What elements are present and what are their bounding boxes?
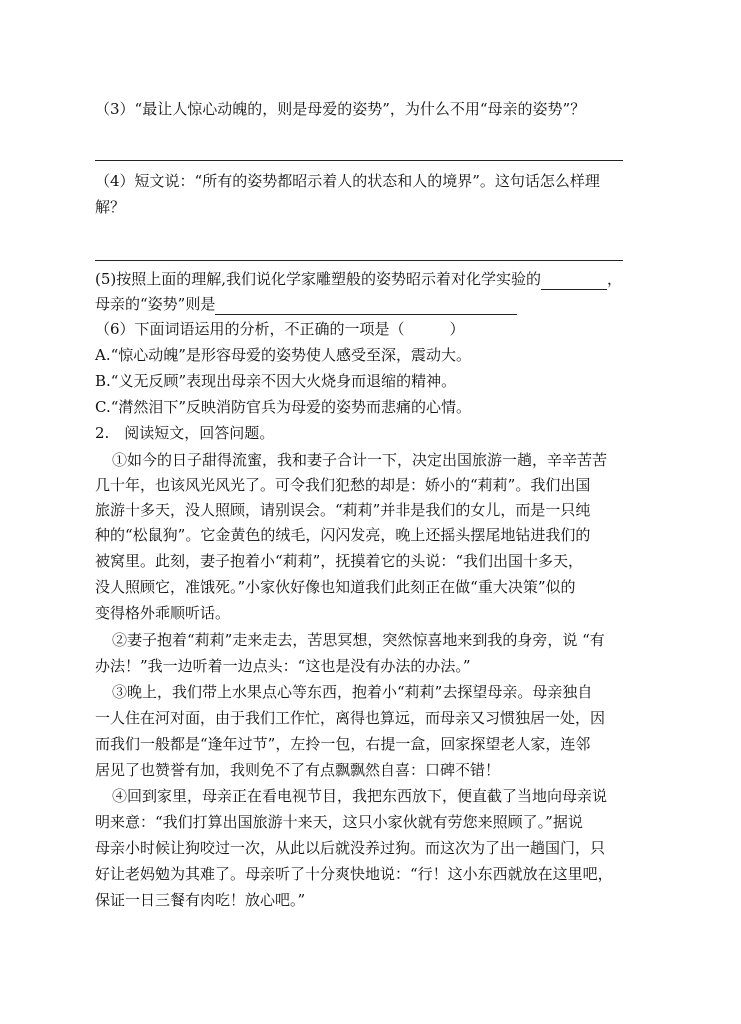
passage-line: 一人住在河对面，由于我们工作忙，离得也算远，而母亲又习惯独居一处，因 [95, 709, 606, 727]
passage-line: 种的“松鼠狗”。它金黄色的绒毛，闪闪发亮，晚上还摇头摆尾地钻进我们的 [95, 526, 591, 544]
passage-line: 保证一日三餐有肉吃！放心吧。” [95, 891, 306, 909]
passage-line: 而我们一般都是“逢年过节”，左拎一包，右提一盒，回家探望老人家，连邻 [95, 735, 591, 753]
question-5-text-2: 母亲的“姿势”则是 [95, 295, 216, 313]
option-b: B.“义无反顾”表现出母亲不因大火烧身而退缩的精神。 [95, 372, 457, 390]
question-4-line-2: 解？ [95, 198, 126, 216]
question-5-line-1 [95, 268, 622, 290]
option-a: A.“惊心动魄”是形容母爱的姿势使人感受至深，震动大。 [95, 346, 471, 364]
question-5-text-1: (5)按照上面的理解,我们说化学家雕塑般的姿势昭示着对化学实验的 [95, 270, 542, 288]
passage-line: 居见了也赞誉有加，我则免不了有点飘飘然自喜：口碑不错！ [95, 761, 501, 779]
option-c: C.“潸然泪下”反映消防官兵为母爱的姿势而悲痛的心情。 [95, 398, 472, 416]
passage-line: ②妻子抱着“莉莉”走来走去，苦思冥想，突然惊喜地来到我的身旁，说 “有 [112, 631, 605, 649]
passage-line: 办法！”我一边听着一边点头：“这也是没有办法的办法。” [95, 657, 471, 675]
answer-blank-5a[interactable] [541, 273, 607, 290]
passage-line: ④回到家里，母亲正在看电视节目，我把东西放下，便直截了当地向母亲说 [112, 787, 608, 805]
question-3: （3）“最让人惊心动魄的，则是母爱的姿势”，为什么不用“母亲的姿势”？ [95, 100, 586, 118]
passage-line: 明来意：“我们打算出国旅游十来天，这只小家伙就有劳您来照顾了。”据说 [95, 813, 583, 831]
passage-line: 母亲小时候让狗咬过一次，从此以后就没养过狗。而这次为了出一趟国门，只 [95, 839, 606, 857]
answer-line-3 [95, 160, 623, 161]
passage-line: ①如今的日子甜得流蜜，我和妻子合计一下，决定出国旅游一趟，辛辛苦苦 [112, 451, 608, 469]
section-2-heading: 2. 阅读短文，回答问题。 [95, 424, 275, 442]
passage-line: 变得格外乖顺听话。 [95, 604, 231, 622]
passage-line: 被窝里。此刻，妻子抱着小“莉莉”，抚摸着它的头说：“我们出国十多天， [95, 552, 584, 570]
passage-line: 旅游十多天，没人照顾，请别误会。“莉莉”并非是我们的女儿，而是一只纯 [95, 501, 591, 519]
answer-blank-5b[interactable] [215, 298, 517, 315]
answer-line-4 [95, 260, 623, 261]
question-6: （6）下面词语运用的分析，不正确的一项是（ ） [95, 320, 465, 338]
passage-line: ③晚上，我们带上水果点心等东西，抱着小“莉莉”去探望母亲。母亲独自 [112, 683, 593, 701]
passage-line: 没人照顾它，准饿死。”小家伙好像也知道我们此刻正在做“重大决策”似的 [95, 578, 576, 596]
passage-line: 几十年，也该风光风光了。可令我们犯愁的却是：娇小的“莉莉”。我们出国 [95, 476, 591, 494]
passage-line: 好让老妈勉为其难了。母亲听了十分爽快地说：“行！这小东西就放在这里吧， [95, 865, 613, 883]
question-4-line-1: （4）短文说：“所有的姿势都昭示着人的状态和人的境界”。这句话怎么样理 [95, 172, 600, 190]
question-5-line-2 [95, 293, 517, 315]
question-5-comma: ， [607, 270, 623, 288]
